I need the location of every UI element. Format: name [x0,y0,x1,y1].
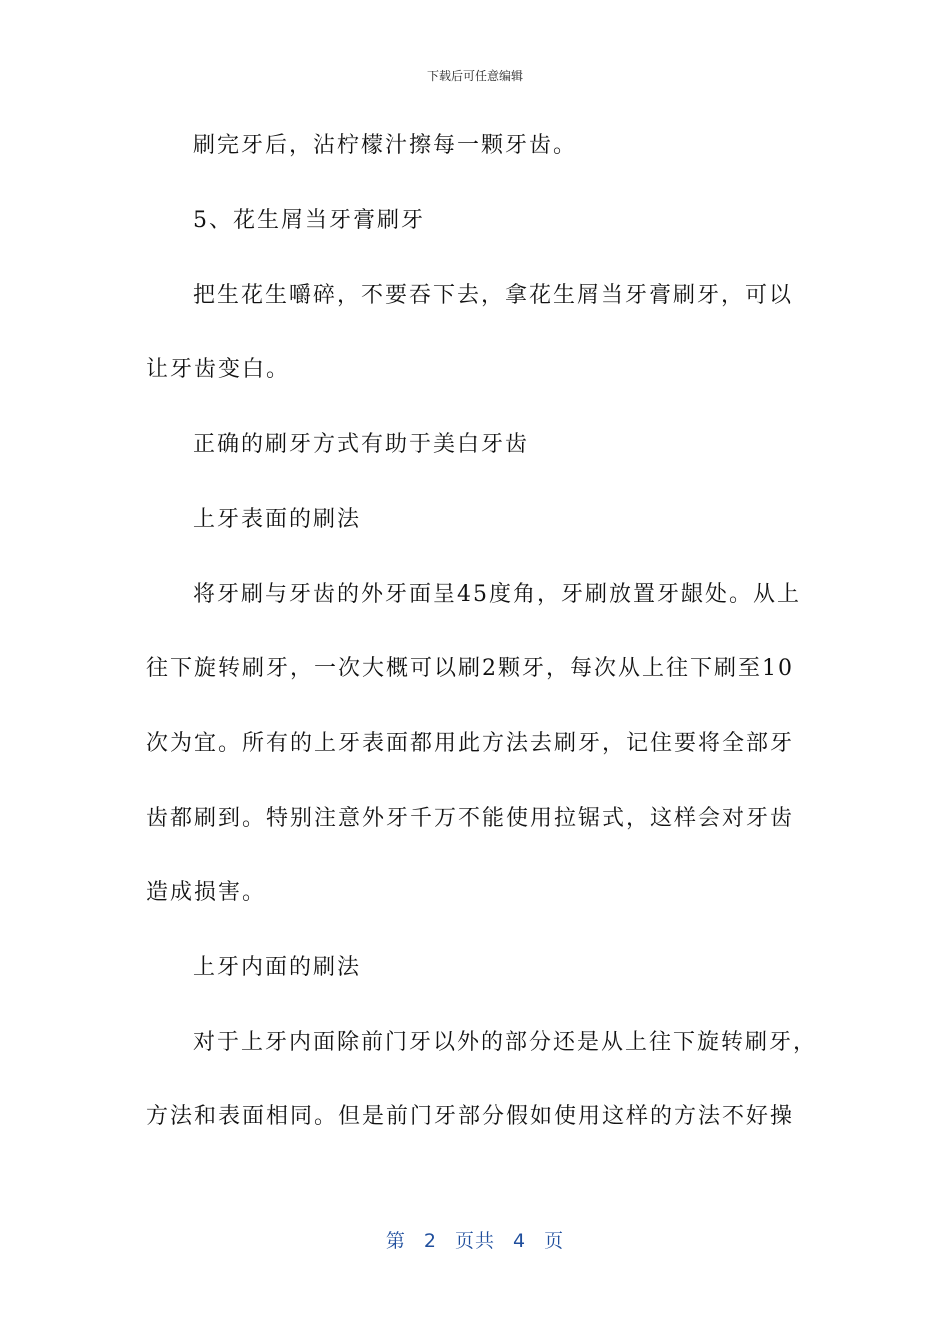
paragraph-line: 往下旋转刷牙，一次大概可以刷2颗牙，每次从上往下刷至10 [146,656,794,681]
paragraph-line: 将牙刷与牙齿的外牙面呈45度角，牙刷放置牙龈处。从上 [193,582,801,607]
section-heading: 5、花生屑当牙膏刷牙 [193,208,425,233]
page-prefix: 第 [385,1230,406,1252]
paragraph-line: 让牙齿变白。 [146,357,291,382]
paragraph-line: 刷完牙后，沾柠檬汁擦每一颗牙齿。 [193,133,578,158]
current-page-number: 2 [423,1230,437,1252]
page-suffix: 页 [544,1230,565,1252]
paragraph-line: 造成损害。 [146,880,267,905]
paragraph-line: 把生花生嚼碎，不要吞下去，拿花生屑当牙膏刷牙，可以 [193,283,794,308]
page-footer [0,1226,950,1253]
paragraph-line: 方法和表面相同。但是前门牙部分假如使用这样的方法不好操 [146,1104,795,1129]
section-heading: 正确的刷牙方式有助于美白牙齿 [193,432,530,457]
page-mid: 页共 [454,1230,495,1252]
section-heading: 上牙表面的刷法 [193,507,362,532]
paragraph-line: 次为宜。所有的上牙表面都用此方法去刷牙，记住要将全部牙 [146,731,795,756]
total-pages-number: 4 [513,1230,527,1252]
section-heading: 上牙内面的刷法 [193,955,362,980]
paragraph-line: 齿都刷到。特别注意外牙千万不能使用拉锯式，这样会对牙齿 [146,806,795,831]
header-note: 下载后可任意编辑 [426,69,523,83]
paragraph-line: 对于上牙内面除前门牙以外的部分还是从上往下旋转刷牙， [193,1030,818,1055]
